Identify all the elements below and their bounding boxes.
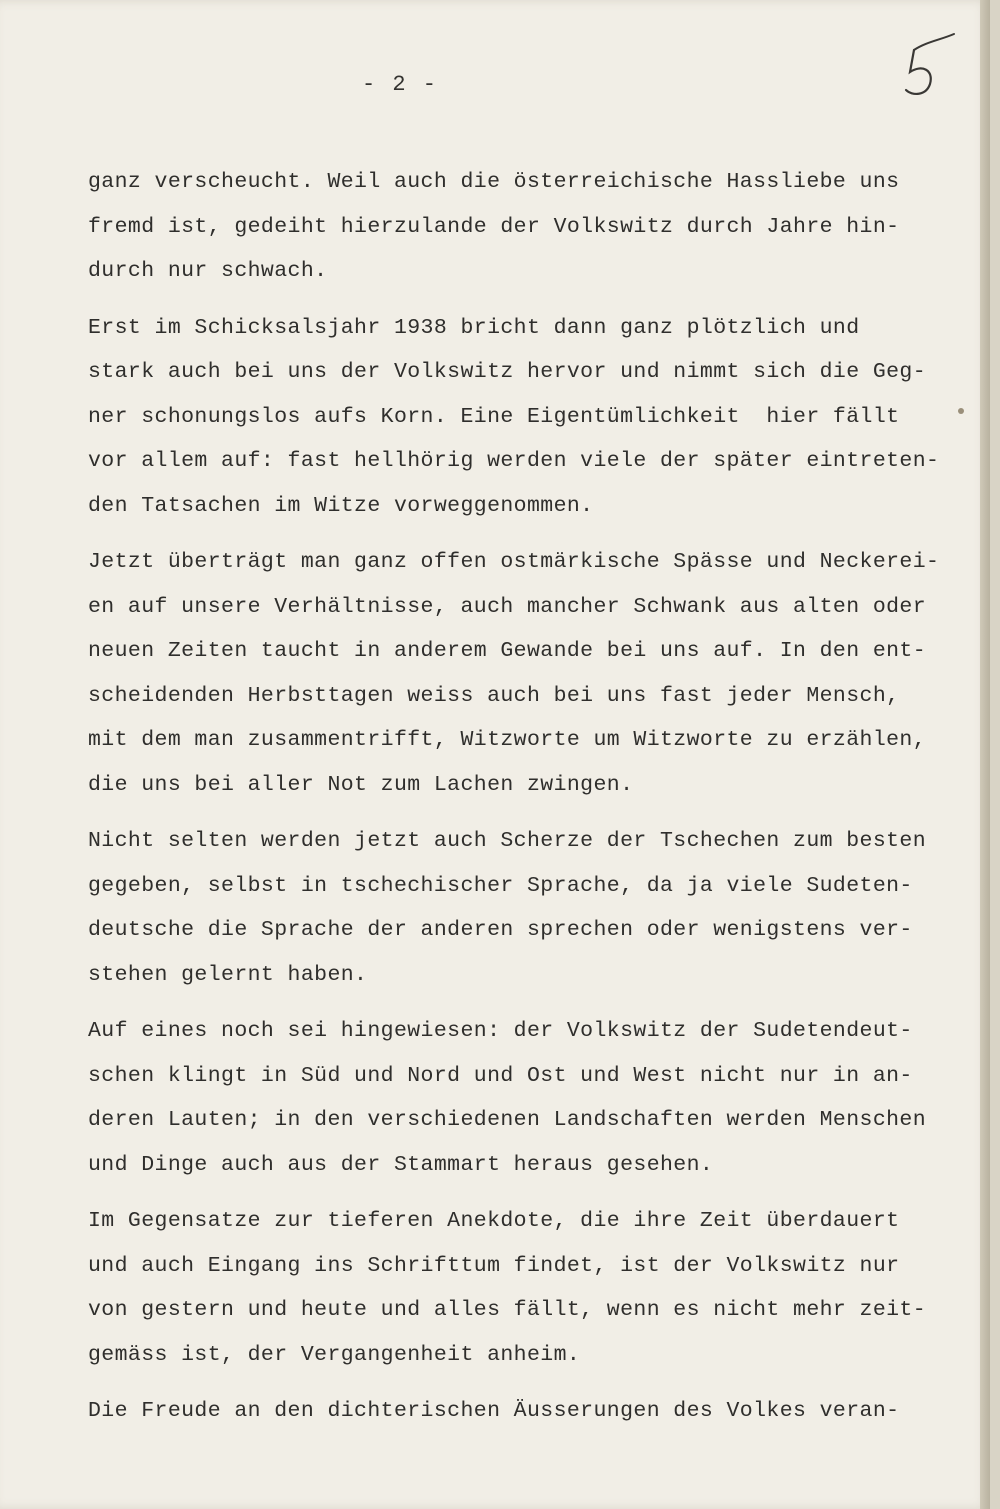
text-line: fremd ist, gedeiht hierzulande der Volkswitz durch Jahre hin- <box>88 214 900 239</box>
text-line: ganz verscheucht. Weil auch die österreichische Hassliebe uns <box>88 170 900 194</box>
handwritten-folio-mark <box>900 30 960 100</box>
text-line: schen klingt in Süd und Nord und Ost und West nicht nur in an- <box>88 1063 913 1088</box>
text-line: Auf eines noch sei hingewiesen: der Volkswitz der Sudetendeut- <box>88 1019 913 1043</box>
text-line: en auf unsere Verhältnisse, auch mancher Schwank aus alten oder <box>88 594 927 619</box>
text-line: den Tatsachen im Witze vorweggenommen. <box>88 493 594 518</box>
paragraph <box>88 160 968 294</box>
text-line: durch nur schwach. <box>88 259 328 283</box>
paragraph <box>88 306 968 529</box>
text-line: deren Lauten; in den verschiedenen Landschaften werden Menschen <box>88 1108 927 1132</box>
text-line: gegeben, selbst in tschechischer Sprache, da ja viele Sudeten- <box>88 873 913 898</box>
text-line: Nicht selten werden jetzt auch Scherze der Tschechen zum besten <box>88 829 927 853</box>
text-line: ner schonungslos aufs Korn. Eine Eigentümlichkeit hier fällt <box>88 404 900 429</box>
text-line: stehen gelernt haben. <box>88 962 368 987</box>
page-number: - 2 - <box>361 72 438 97</box>
text-line: Im Gegensatze zur tieferen Anekdote, die ihre Zeit überdauert <box>88 1209 900 1233</box>
text-line: von gestern und heute und alles fällt, wenn es nicht mehr zeit- <box>88 1298 927 1322</box>
text-line: und Dinge auch aus der Stammart heraus gesehen. <box>88 1152 714 1177</box>
text-line: und auch Eingang ins Schrifttum findet, ist der Volkswitz nur <box>88 1253 900 1278</box>
paragraph <box>88 819 968 997</box>
paragraph <box>88 1389 968 1434</box>
text-line: gemäss ist, der Vergangenheit anheim. <box>88 1342 581 1367</box>
text-line: stark auch bei uns der Volkswitz hervor und nimmt sich die Geg- <box>88 360 927 384</box>
text-line: Die Freude an den dichterischen Äusserungen des Volkes veran- <box>88 1399 900 1423</box>
text-line: vor allem auf: fast hellhörig werden viele der später eintreten- <box>88 449 940 473</box>
text-line: scheidenden Herbsttagen weiss auch bei uns fast jeder Mensch, <box>88 683 900 708</box>
text-line: neuen Zeiten taucht in anderem Gewande bei uns auf. In den ent- <box>88 639 927 663</box>
paper-edge <box>980 0 990 1509</box>
paragraph <box>88 540 968 807</box>
paragraph <box>88 1199 968 1377</box>
text-line: Erst im Schicksalsjahr 1938 bricht dann ganz plötzlich und <box>88 315 860 340</box>
text-line: die uns bei aller Not zum Lachen zwingen. <box>88 772 634 797</box>
paragraph <box>88 1009 968 1187</box>
text-line: mit dem man zusammentrifft, Witzworte um Witzworte zu erzählen, <box>88 728 927 752</box>
typewritten-text <box>88 160 968 1444</box>
text-line: Jetzt überträgt man ganz offen ostmärkische Spässe und Neckerei- <box>88 550 940 574</box>
text-line: deutsche die Sprache der anderen sprechen oder wenigstens ver- <box>88 918 913 942</box>
